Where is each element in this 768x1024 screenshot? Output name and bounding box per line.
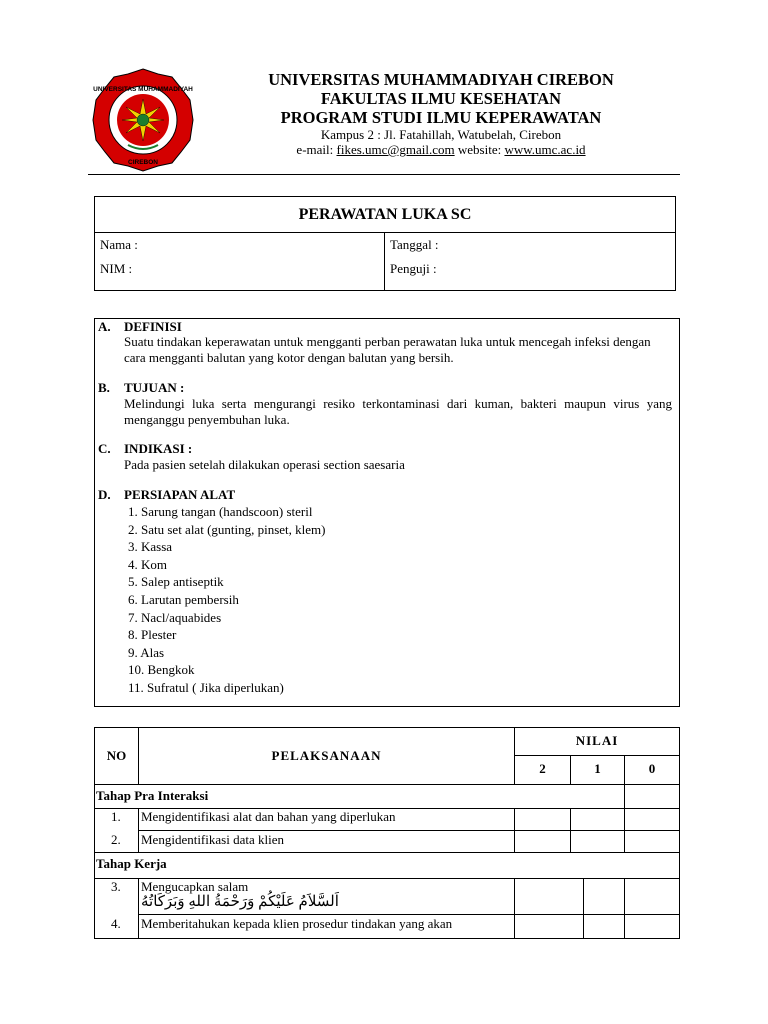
row-text: Mengidentifikasi data klien [141, 832, 284, 847]
arabic-greeting: اَلسَّلاَمُ عَلَيْكُمْ وَرَحْمَةُ اللهِ وَبَرَكَاتُهُ [141, 894, 339, 910]
nim-field: NIM : [100, 261, 133, 276]
section-heading: PERSIAPAN ALAT [124, 487, 236, 502]
section-heading: DEFINISI [124, 319, 182, 334]
section-heading: TUJUAN : [124, 380, 185, 395]
col-header-pelaksanaan: PELAKSANAAN [271, 748, 382, 763]
row-number: 3. [111, 879, 121, 894]
exam-info [385, 233, 675, 290]
penguji-field: Penguji : [390, 261, 437, 276]
list-item: 10. Bengkok [128, 662, 195, 678]
university-logo [90, 67, 196, 173]
score-col-1: 1 [594, 761, 601, 776]
table-line [138, 878, 139, 938]
col-header-nilai: NILAI [575, 733, 619, 748]
list-item: 9. Alas [128, 644, 165, 660]
contact-line [200, 142, 682, 157]
table-line [95, 784, 679, 785]
table-line [624, 784, 625, 808]
letterhead [200, 70, 682, 157]
faculty-name: FAKULTAS ILMU KESEHATAN [320, 89, 562, 108]
campus-address: Kampus 2 : Jl. Fatahillah, Watubelah, Cirebon [320, 127, 562, 142]
procedure-content [94, 318, 680, 707]
list-item: 8. Plester [128, 627, 177, 643]
website-label: website: [454, 142, 505, 157]
table-line [95, 852, 679, 853]
list-item: 6. Larutan pembersih [128, 591, 239, 607]
section-body: Pada pasien setelah dilakukan operasi section saesaria [124, 457, 405, 472]
website-link[interactable]: www.umc.ac.id [504, 142, 586, 157]
section-body: Melindungi luka serta mengurangi resiko terkontaminasi dari kuman, bakteri maupun virus yang menganggu penyembuhan luka. [124, 396, 672, 427]
table-line [514, 878, 515, 938]
program-name: PROGRAM STUDI ILMU KEPERAWATAN [280, 108, 602, 127]
list-item: 2. Satu set alat (gunting, pinset, klem) [128, 521, 326, 537]
group-heading: Tahap Pra Interaksi [96, 788, 209, 803]
list-item: 3. Kassa [128, 539, 173, 555]
title-box [94, 196, 676, 291]
student-info [95, 233, 385, 290]
logo-text-bottom: CIREBON [128, 159, 158, 166]
table-line [583, 878, 584, 938]
list-item: 7. Nacl/aquabides [128, 609, 222, 625]
section-letter: D. [98, 487, 111, 502]
row-text: Mengucapkan salam [141, 879, 249, 894]
nama-field: Nama : [100, 237, 138, 252]
document-title: PERAWATAN LUKA SC [95, 197, 675, 233]
header-divider [88, 174, 680, 175]
logo-text-top: UNIVERSITAS MUHAMMADIYAH [93, 86, 193, 93]
assessment-table [94, 727, 680, 939]
email-label: e-mail: [296, 142, 337, 157]
section-heading: INDIKASI : [124, 441, 193, 456]
list-item: 4. Kom [128, 556, 167, 572]
section-letter: C. [98, 441, 111, 456]
row-number: 2. [111, 832, 121, 847]
row-number: 4. [111, 916, 121, 931]
email-link[interactable]: fikes.umc@gmail.com [336, 142, 455, 157]
university-name: UNIVERSITAS MUHAMMADIYAH CIREBON [268, 70, 614, 89]
equipment-list [128, 503, 326, 697]
tanggal-field: Tanggal : [390, 237, 439, 252]
table-line [624, 878, 625, 938]
list-item: 1. Sarung tangan (handscoon) steril [128, 504, 313, 519]
score-col-2: 2 [539, 761, 546, 776]
section-body: Suatu tindakan keperawatan untuk mengganti perban perawatan luka untuk mencegah infeksi dengan cara mengganti balutan yang kotor dengan balutan yang bersih. [124, 334, 651, 365]
section-letter: B. [98, 380, 110, 395]
list-item: 5. Salep antiseptik [128, 574, 224, 590]
score-col-0: 0 [648, 761, 656, 776]
group-heading: Tahap Kerja [96, 856, 167, 871]
col-header-no: NO [106, 748, 127, 763]
section-letter: A. [98, 319, 111, 334]
table-line [138, 914, 679, 915]
table-line [138, 830, 679, 831]
table-line [514, 755, 679, 756]
list-item: 11. Sufratul ( Jika diperlukan) [128, 679, 284, 695]
row-text: Memberitahukan kepada klien prosedur tindakan yang akan [141, 916, 453, 931]
row-text: Mengidentifikasi alat dan bahan yang diperlukan [141, 809, 396, 824]
row-number: 1. [111, 809, 121, 824]
